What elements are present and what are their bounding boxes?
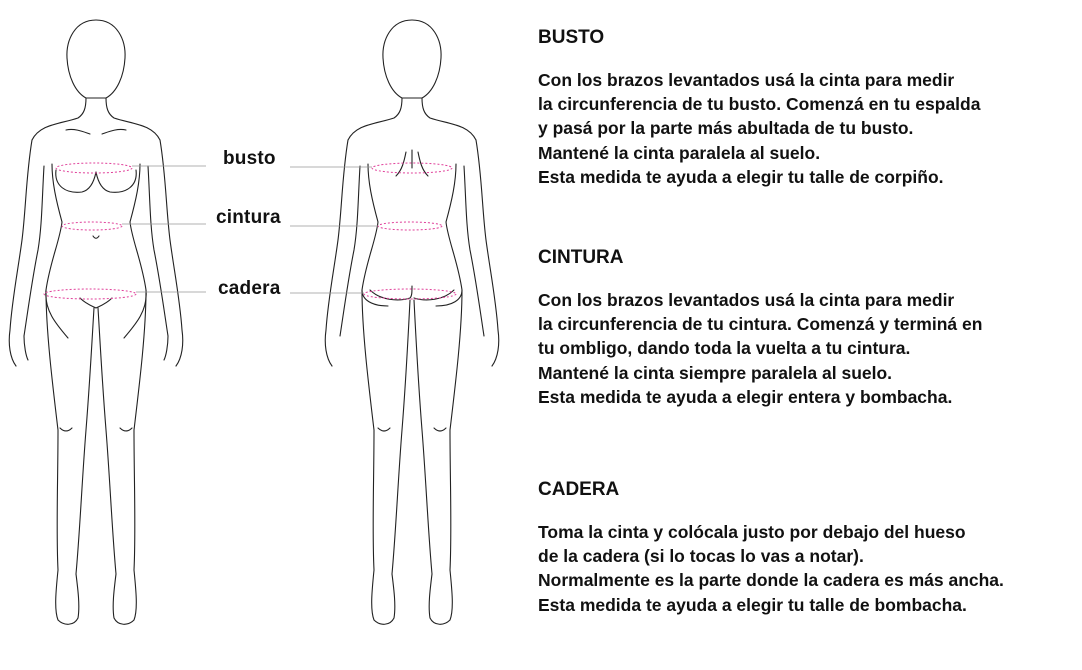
front-bust-measure-line xyxy=(56,163,132,173)
back-body-figure xyxy=(325,20,499,624)
section-line: Esta medida te ayuda a elegir tu talle de bombacha. xyxy=(538,594,967,615)
section-body xyxy=(538,288,1068,409)
waist-label: cintura xyxy=(216,207,281,228)
section-title: CINTURA xyxy=(538,247,624,268)
section-body xyxy=(538,68,1068,189)
bust-label: busto xyxy=(223,148,276,169)
section-line: Mantené la cinta paralela al suelo. xyxy=(538,142,821,163)
section-title: BUSTO xyxy=(538,27,605,48)
section-line: la circunferencia de tu cintura. Comenzá y terminá en xyxy=(538,314,983,335)
front-hip-measure-line xyxy=(44,289,136,299)
front-body-figure xyxy=(9,20,183,624)
section-line: y pasá por la parte más abultada de tu busto. xyxy=(538,118,914,139)
section-line: Con los brazos levantados usá la cinta para medir xyxy=(538,290,955,310)
section-line: Esta medida te ayuda a elegir tu talle de corpiño. xyxy=(538,166,944,187)
section-line: Mantené la cinta siempre paralela al suelo. xyxy=(538,362,893,383)
section-body xyxy=(538,520,1068,617)
body-figures-illustration xyxy=(0,0,520,670)
bust-section xyxy=(538,26,1068,189)
front-waist-measure-line xyxy=(62,222,122,230)
waist-section xyxy=(538,246,1068,409)
section-line: Toma la cinta y colócala justo por debajo del hueso xyxy=(538,522,966,542)
section-title: CADERA xyxy=(538,479,620,500)
section-line: Esta medida te ayuda a elegir entera y bombacha. xyxy=(538,386,953,407)
hip-section xyxy=(538,478,1068,617)
back-waist-measure-line xyxy=(378,222,442,230)
section-line: la circunferencia de tu busto. Comenzá en tu espalda xyxy=(538,94,981,115)
section-line: tu ombligo, dando toda la vuelta a tu cintura. xyxy=(538,338,911,359)
section-line: Con los brazos levantados usá la cinta para medir xyxy=(538,70,955,90)
hip-label: cadera xyxy=(218,278,281,299)
section-line: Normalmente es la parte donde la cadera es más ancha. xyxy=(538,570,1004,591)
section-line: de la cadera (si lo tocas lo vas a notar). xyxy=(538,546,864,567)
